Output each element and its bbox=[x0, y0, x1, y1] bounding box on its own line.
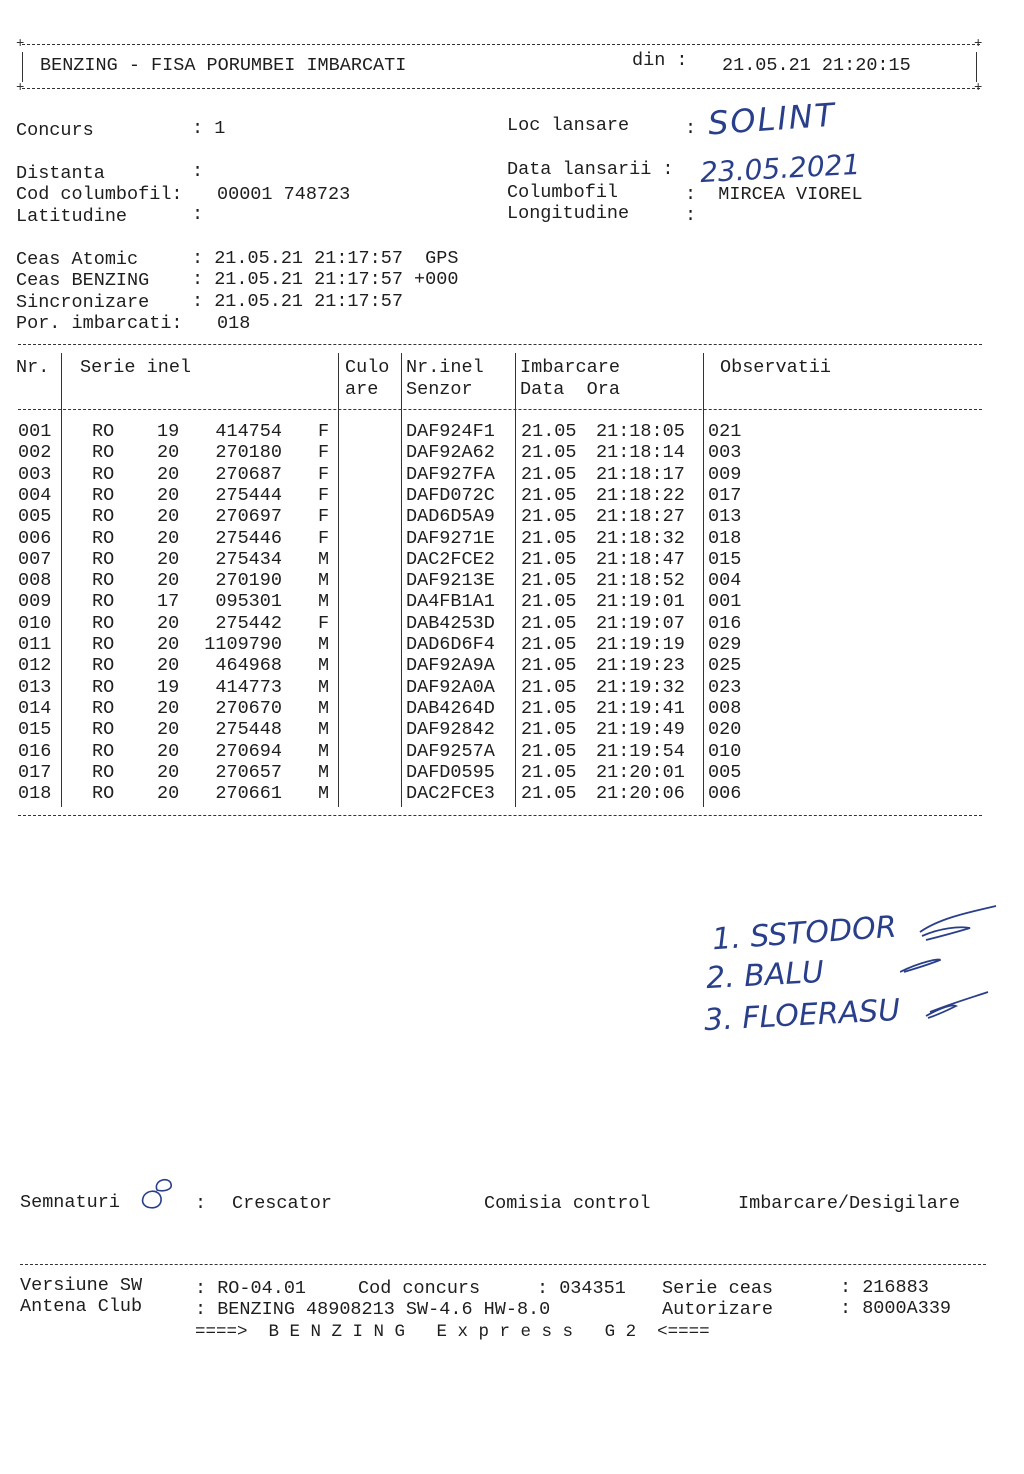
crescator-label: Crescator bbox=[232, 1193, 332, 1214]
cell-year: 20 bbox=[157, 740, 180, 762]
header-serie-inel: Serie inel bbox=[80, 357, 192, 378]
cell-sensor: DAF927FA bbox=[406, 463, 495, 485]
cell-sensor: DAFD0595 bbox=[406, 761, 495, 783]
serie-ceas-label: Serie ceas bbox=[662, 1278, 774, 1299]
column-separator bbox=[703, 353, 704, 807]
autorizare-label: Autorizare bbox=[662, 1299, 774, 1320]
cell-sex: M bbox=[318, 761, 330, 783]
cell-sex: M bbox=[318, 740, 330, 762]
autorizare-value: : 8000A339 bbox=[840, 1298, 952, 1319]
cell-sensor: DA4FB1A1 bbox=[406, 591, 495, 613]
cell-time: 21:19:32 bbox=[596, 676, 685, 698]
por-imbarcati-label: Por. imbarcati: bbox=[16, 313, 183, 334]
cell-time: 21:19:49 bbox=[596, 719, 685, 741]
antena-club-label: Antena Club bbox=[20, 1296, 143, 1317]
pen-scribbles bbox=[900, 900, 1010, 1030]
cell-observatii: 001 bbox=[708, 591, 742, 613]
cell-date: 21.05 bbox=[521, 506, 577, 528]
cell-observatii: 025 bbox=[708, 655, 742, 677]
corner-mark: + bbox=[16, 36, 25, 52]
cell-nr: 006 bbox=[18, 527, 52, 549]
cell-ring-number: 275434 bbox=[215, 548, 282, 570]
handwritten-list-item: 3. FLOERASU bbox=[703, 992, 901, 1039]
cell-country: RO bbox=[92, 612, 115, 634]
cell-time: 21:18:05 bbox=[596, 421, 685, 442]
cell-year: 20 bbox=[157, 634, 180, 655]
cell-date: 21.05 bbox=[521, 570, 577, 592]
cell-date: 21.05 bbox=[521, 740, 577, 762]
semnaturi-colon: : bbox=[195, 1193, 207, 1214]
cell-observatii: 023 bbox=[708, 676, 742, 698]
cell-observatii: 029 bbox=[708, 634, 742, 655]
cell-country: RO bbox=[92, 655, 115, 677]
cell-sex: F bbox=[318, 506, 330, 528]
cell-ring-number: 464968 bbox=[215, 655, 282, 677]
cell-date: 21.05 bbox=[521, 484, 577, 506]
cell-observatii: 020 bbox=[708, 719, 742, 741]
cell-ring-number: 095301 bbox=[215, 591, 282, 613]
cell-ring-number: 414754 bbox=[215, 421, 282, 442]
cell-sex: F bbox=[318, 421, 330, 442]
cell-nr: 011 bbox=[18, 634, 52, 655]
cell-nr: 009 bbox=[18, 591, 52, 613]
cell-sex: M bbox=[318, 548, 330, 570]
cell-ring-number: 275444 bbox=[215, 484, 282, 506]
cell-sensor: DAB4264D bbox=[406, 697, 495, 719]
cell-sex: M bbox=[318, 697, 330, 719]
cell-year: 20 bbox=[157, 506, 180, 528]
cell-year: 20 bbox=[157, 548, 180, 570]
cell-country: RO bbox=[92, 463, 115, 485]
sincronizare-label: Sincronizare bbox=[16, 292, 150, 313]
cell-year: 19 bbox=[157, 421, 180, 442]
header-imbarcare-2: Data Ora bbox=[520, 379, 620, 400]
sincronizare-value: : 21.05.21 21:17:57 bbox=[192, 291, 403, 312]
din-label: din : bbox=[632, 50, 688, 71]
cell-country: RO bbox=[92, 783, 115, 805]
corner-mark: + bbox=[974, 36, 983, 52]
cell-country: RO bbox=[92, 697, 115, 719]
cell-observatii: 016 bbox=[708, 612, 742, 634]
cell-sex: M bbox=[318, 676, 330, 698]
cell-time: 21:18:22 bbox=[596, 484, 685, 506]
cod-columbofil-value: 00001 748723 bbox=[217, 184, 351, 205]
data-lansarii-handwritten: 23.05.2021 bbox=[699, 147, 862, 190]
cell-year: 19 bbox=[157, 676, 180, 698]
antena-club-value: : BENZING 48908213 SW-4.6 HW-8.0 bbox=[195, 1299, 551, 1320]
longitudine-value: : bbox=[685, 205, 697, 226]
semnaturi-label: Semnaturi bbox=[20, 1192, 120, 1213]
footer-rule bbox=[20, 1264, 986, 1265]
latitudine-label: Latitudine bbox=[16, 206, 128, 227]
concurs-value: : 1 bbox=[192, 118, 226, 139]
cell-nr: 017 bbox=[18, 761, 52, 783]
cell-ring-number: 270687 bbox=[215, 463, 282, 485]
cell-time: 21:19:19 bbox=[596, 634, 685, 655]
header-culoare-1: Culo bbox=[345, 357, 390, 378]
cod-concurs-label: Cod concurs bbox=[358, 1278, 481, 1299]
header-imbarcare-1: Imbarcare bbox=[520, 357, 620, 378]
cell-time: 21:18:14 bbox=[596, 442, 685, 464]
cell-time: 21:19:54 bbox=[596, 740, 685, 762]
header-top-rule bbox=[22, 44, 980, 45]
cell-year: 20 bbox=[157, 719, 180, 741]
cell-date: 21.05 bbox=[521, 421, 577, 442]
cell-date: 21.05 bbox=[521, 676, 577, 698]
cell-sex: M bbox=[318, 783, 330, 805]
distanta-value: : bbox=[192, 161, 204, 182]
cell-sensor: DAF92A0A bbox=[406, 676, 495, 698]
cell-nr: 004 bbox=[18, 484, 52, 506]
por-imbarcati-value: 018 bbox=[217, 313, 251, 334]
corner-mark: + bbox=[974, 80, 983, 96]
cell-observatii: 013 bbox=[708, 506, 742, 528]
cell-nr: 013 bbox=[18, 676, 52, 698]
signature-mark bbox=[135, 1174, 181, 1214]
cell-year: 20 bbox=[157, 697, 180, 719]
cell-time: 21:20:06 bbox=[596, 783, 685, 805]
cell-ring-number: 275446 bbox=[215, 527, 282, 549]
cell-time: 21:18:17 bbox=[596, 463, 685, 485]
cell-sensor: DAC2FCE3 bbox=[406, 783, 495, 805]
comisia-control-label: Comisia control bbox=[484, 1193, 651, 1214]
cell-time: 21:19:01 bbox=[596, 591, 685, 613]
cell-nr: 005 bbox=[18, 506, 52, 528]
cell-time: 21:18:47 bbox=[596, 548, 685, 570]
cell-year: 20 bbox=[157, 612, 180, 634]
ceas-benzing-label: Ceas BENZING bbox=[16, 270, 150, 291]
cell-nr: 010 bbox=[18, 612, 52, 634]
cell-time: 21:19:07 bbox=[596, 612, 685, 634]
cell-nr: 014 bbox=[18, 697, 52, 719]
cell-nr: 002 bbox=[18, 442, 52, 464]
cell-observatii: 018 bbox=[708, 527, 742, 549]
cell-date: 21.05 bbox=[521, 612, 577, 634]
header-left-border bbox=[22, 52, 23, 82]
cell-year: 20 bbox=[157, 761, 180, 783]
cell-date: 21.05 bbox=[521, 591, 577, 613]
column-separator bbox=[401, 353, 402, 807]
cell-observatii: 003 bbox=[708, 442, 742, 464]
cell-nr: 008 bbox=[18, 570, 52, 592]
loc-lansare-label: Loc lansare bbox=[507, 115, 630, 136]
cell-sensor: DAF92842 bbox=[406, 719, 495, 741]
concurs-label: Concurs bbox=[16, 120, 94, 141]
cell-sex: M bbox=[318, 591, 330, 613]
cell-country: RO bbox=[92, 570, 115, 592]
cell-country: RO bbox=[92, 442, 115, 464]
cell-country: RO bbox=[92, 761, 115, 783]
header-right-border bbox=[976, 52, 977, 82]
header-bottom-rule bbox=[22, 88, 980, 89]
cell-year: 20 bbox=[157, 442, 180, 464]
cell-country: RO bbox=[92, 548, 115, 570]
cell-sensor: DAF9257A bbox=[406, 740, 495, 762]
header-nr-inel-2: Senzor bbox=[406, 379, 473, 400]
cell-observatii: 010 bbox=[708, 740, 742, 762]
cell-sex: M bbox=[318, 570, 330, 592]
cell-sex: F bbox=[318, 484, 330, 506]
cell-observatii: 015 bbox=[708, 548, 742, 570]
cell-year: 20 bbox=[157, 463, 180, 485]
cell-year: 20 bbox=[157, 527, 180, 549]
din-value: 21.05.21 21:20:15 bbox=[722, 55, 911, 76]
cell-year: 17 bbox=[157, 591, 180, 613]
cell-observatii: 008 bbox=[708, 697, 742, 719]
table-header-rule bbox=[18, 409, 982, 410]
cell-time: 21:18:27 bbox=[596, 506, 685, 528]
cell-country: RO bbox=[92, 719, 115, 741]
cell-nr: 001 bbox=[18, 421, 52, 442]
data-lansarii-label: Data lansarii : bbox=[507, 159, 674, 180]
cell-observatii: 004 bbox=[708, 570, 742, 592]
header-culoare-2: are bbox=[345, 379, 379, 400]
cell-sensor: DAF92A62 bbox=[406, 442, 495, 464]
cell-ring-number: 1109790 bbox=[204, 634, 282, 655]
cell-time: 21:20:01 bbox=[596, 761, 685, 783]
header-observatii: Observatii bbox=[720, 357, 832, 378]
header-nr: Nr. bbox=[16, 357, 50, 378]
table-top-rule bbox=[18, 344, 982, 345]
cell-date: 21.05 bbox=[521, 783, 577, 805]
cell-sensor: DAF9213E bbox=[406, 570, 495, 592]
cell-ring-number: 270670 bbox=[215, 697, 282, 719]
cell-sensor: DAFD072C bbox=[406, 484, 495, 506]
cod-concurs-value: : 034351 bbox=[537, 1278, 626, 1299]
cell-ring-number: 270190 bbox=[215, 570, 282, 592]
cell-observatii: 021 bbox=[708, 421, 742, 442]
cell-ring-number: 275442 bbox=[215, 612, 282, 634]
cell-country: RO bbox=[92, 740, 115, 762]
cell-date: 21.05 bbox=[521, 634, 577, 655]
cell-observatii: 006 bbox=[708, 783, 742, 805]
cell-time: 21:19:41 bbox=[596, 697, 685, 719]
cell-time: 21:18:52 bbox=[596, 570, 685, 592]
cell-date: 21.05 bbox=[521, 761, 577, 783]
cell-ring-number: 270694 bbox=[215, 740, 282, 762]
cell-nr: 007 bbox=[18, 548, 52, 570]
cell-sex: M bbox=[318, 634, 330, 655]
cell-date: 21.05 bbox=[521, 655, 577, 677]
distanta-label: Distanta bbox=[16, 163, 105, 184]
cell-nr: 016 bbox=[18, 740, 52, 762]
ceas-atomic-value: : 21.05.21 21:17:57 GPS bbox=[192, 248, 459, 269]
cell-year: 20 bbox=[157, 783, 180, 805]
cell-sensor: DAF92A9A bbox=[406, 655, 495, 677]
column-separator bbox=[61, 353, 62, 807]
cell-date: 21.05 bbox=[521, 719, 577, 741]
header-nr-inel-1: Nr.inel bbox=[406, 357, 484, 378]
cell-sensor: DAD6D6F4 bbox=[406, 634, 495, 655]
document-title: BENZING - FISA PORUMBEI IMBARCATI bbox=[40, 55, 407, 76]
corner-mark: + bbox=[16, 80, 25, 96]
handwritten-list-item: 2. BALU bbox=[705, 954, 825, 997]
cell-sex: F bbox=[318, 463, 330, 485]
cell-ring-number: 275448 bbox=[215, 719, 282, 741]
cell-ring-number: 270180 bbox=[215, 442, 282, 464]
cell-country: RO bbox=[92, 506, 115, 528]
cell-sensor: DAF924F1 bbox=[406, 421, 495, 442]
cell-observatii: 017 bbox=[708, 484, 742, 506]
serie-ceas-value: : 216883 bbox=[840, 1277, 929, 1298]
columbofil-label: Columbofil bbox=[507, 182, 619, 203]
cell-sensor: DAB4253D bbox=[406, 612, 495, 634]
cell-country: RO bbox=[92, 484, 115, 506]
cell-date: 21.05 bbox=[521, 527, 577, 549]
cell-year: 20 bbox=[157, 655, 180, 677]
cell-time: 21:18:32 bbox=[596, 527, 685, 549]
cell-sensor: DAC2FCE2 bbox=[406, 548, 495, 570]
cell-observatii: 005 bbox=[708, 761, 742, 783]
loc-lansare-handwritten: SOLINT bbox=[706, 95, 838, 143]
cell-nr: 012 bbox=[18, 655, 52, 677]
column-separator bbox=[338, 353, 339, 807]
cell-sensor: DAD6D5A9 bbox=[406, 506, 495, 528]
cell-country: RO bbox=[92, 634, 115, 655]
ceas-atomic-label: Ceas Atomic bbox=[16, 249, 139, 270]
cell-sex: F bbox=[318, 527, 330, 549]
cell-sex: F bbox=[318, 612, 330, 634]
cell-time: 21:19:23 bbox=[596, 655, 685, 677]
ceas-benzing-value: : 21.05.21 21:17:57 +000 bbox=[192, 269, 459, 290]
versiune-sw-label: Versiune SW bbox=[20, 1275, 143, 1296]
columbofil-value: : MIRCEA VIOREL bbox=[685, 184, 863, 205]
cell-country: RO bbox=[92, 527, 115, 549]
cell-date: 21.05 bbox=[521, 442, 577, 464]
handwritten-list-item: 1. SSTODOR bbox=[711, 909, 898, 958]
cell-year: 20 bbox=[157, 570, 180, 592]
cell-nr: 003 bbox=[18, 463, 52, 485]
cell-year: 20 bbox=[157, 484, 180, 506]
cell-observatii: 009 bbox=[708, 463, 742, 485]
longitudine-label: Longitudine bbox=[507, 203, 630, 224]
cell-nr: 018 bbox=[18, 783, 52, 805]
latitudine-value: : bbox=[192, 204, 204, 225]
cell-country: RO bbox=[92, 676, 115, 698]
cell-date: 21.05 bbox=[521, 463, 577, 485]
cod-columbofil-label: Cod columbofil: bbox=[16, 184, 183, 205]
loc-lansare-colon: : bbox=[685, 118, 697, 139]
cell-sex: M bbox=[318, 719, 330, 741]
versiune-sw-value: : RO-04.01 bbox=[195, 1278, 307, 1299]
cell-sensor: DAF9271E bbox=[406, 527, 495, 549]
imbarcare-desigilare-label: Imbarcare/Desigilare bbox=[738, 1193, 961, 1214]
cell-ring-number: 270657 bbox=[215, 761, 282, 783]
cell-sex: F bbox=[318, 442, 330, 464]
cell-ring-number: 270661 bbox=[215, 783, 282, 805]
cell-country: RO bbox=[92, 591, 115, 613]
cell-ring-number: 414773 bbox=[215, 676, 282, 698]
cell-nr: 015 bbox=[18, 719, 52, 741]
benzing-express-banner: ====> B E N Z I N G E x p r e s s G 2 <==== bbox=[195, 1322, 710, 1342]
cell-sex: M bbox=[318, 655, 330, 677]
cell-ring-number: 270697 bbox=[215, 506, 282, 528]
column-separator bbox=[515, 353, 516, 807]
table-bottom-rule bbox=[18, 815, 982, 816]
cell-country: RO bbox=[92, 421, 115, 442]
cell-date: 21.05 bbox=[521, 548, 577, 570]
cell-date: 21.05 bbox=[521, 697, 577, 719]
